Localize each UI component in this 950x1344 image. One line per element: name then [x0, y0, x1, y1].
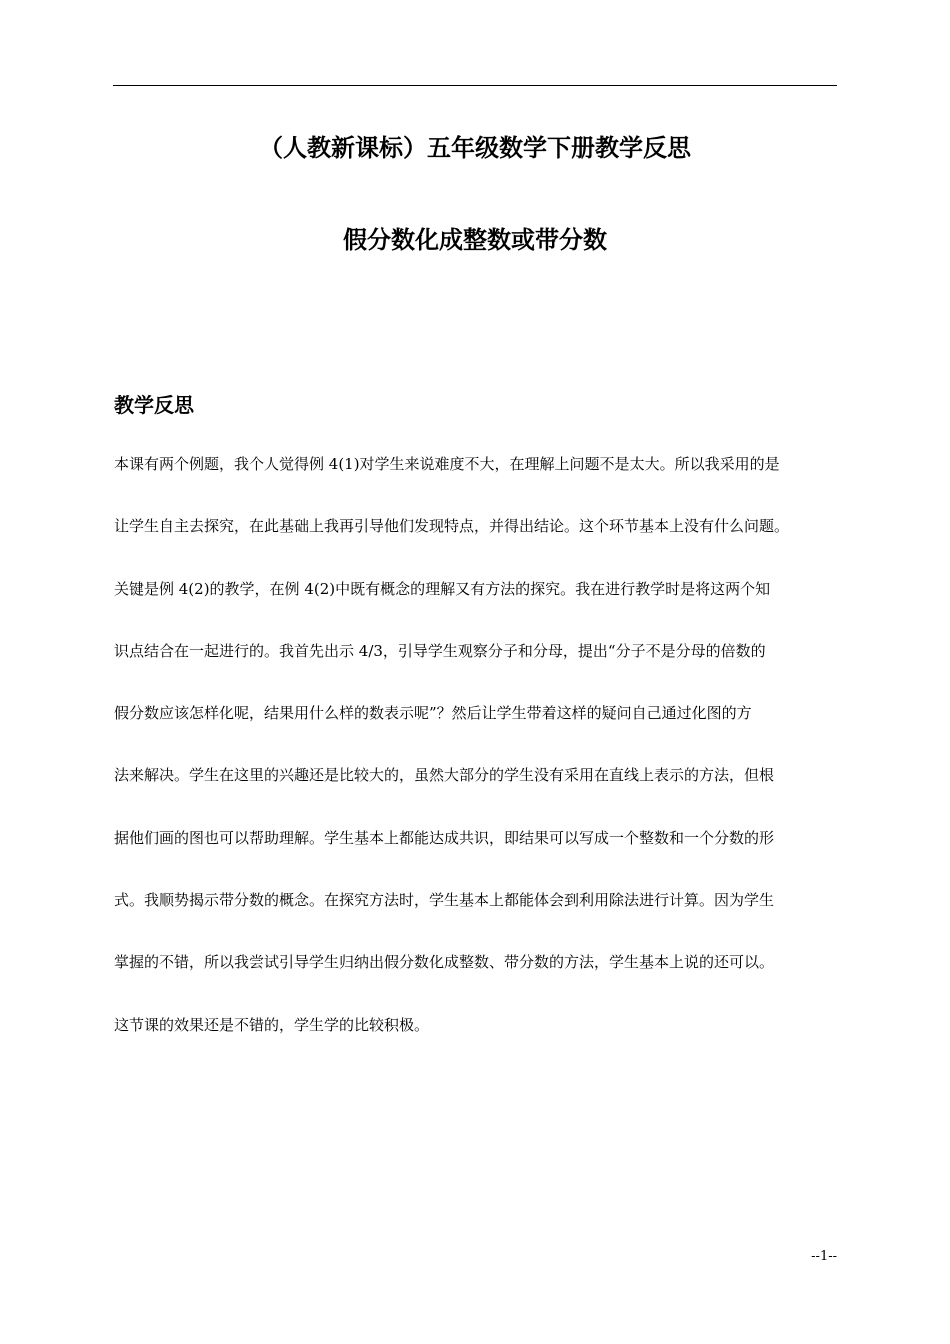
body-text [114, 446, 836, 1069]
page-number: --1-- [811, 1249, 837, 1264]
document-subtitle: 假分数化成整数或带分数 [343, 226, 607, 254]
body-line: 识点结合在一起进行的。我首先出示 4/3，引导学生观察分子和分母，提出“分子不是分母的倍数的 [114, 641, 766, 660]
body-line: 让学生自主去探究，在此基础上我再引导他们发现特点，并得出结论。这个环节基本上没有什么问题。 [114, 517, 790, 536]
body-line: 假分数应该怎样化呢，结果用什么样的数表示呢”？然后让学生带着这样的疑问自己通过化图的方 [114, 704, 752, 723]
body-line: 关键是例 4(2)的教学，在例 4(2)中既有概念的理解又有方法的探究。我在进行教学时是将这两个知 [114, 579, 771, 598]
body-line: 本课有两个例题，我个人觉得例 4(1)对学生来说难度不大，在理解上问题不是太大。所以我采用的是 [114, 455, 780, 473]
document-title: （人教新课标）五年级数学下册教学反思 [259, 134, 691, 162]
body-line: 法来解决。学生在这里的兴趣还是比较大的，虽然大部分的学生没有采用在直线上表示的方法，但根 [114, 766, 775, 785]
header-rule [113, 85, 837, 86]
body-line: 掌握的不错，所以我尝试引导学生归纳出假分数化成整数、带分数的方法，学生基本上说的还可以。 [114, 953, 775, 972]
body-line: 据他们画的图也可以帮助理解。学生基本上都能达成共识，即结果可以写成一个整数和一个分数的形 [114, 828, 775, 847]
body-line: 这节课的效果还是不错的，学生学的比较积极。 [114, 1015, 430, 1034]
body-line: 式。我顺势揭示带分数的概念。在探究方法时，学生基本上都能体会到利用除法进行计算。因为学生 [114, 891, 775, 910]
section-heading: 教学反思 [114, 393, 194, 417]
